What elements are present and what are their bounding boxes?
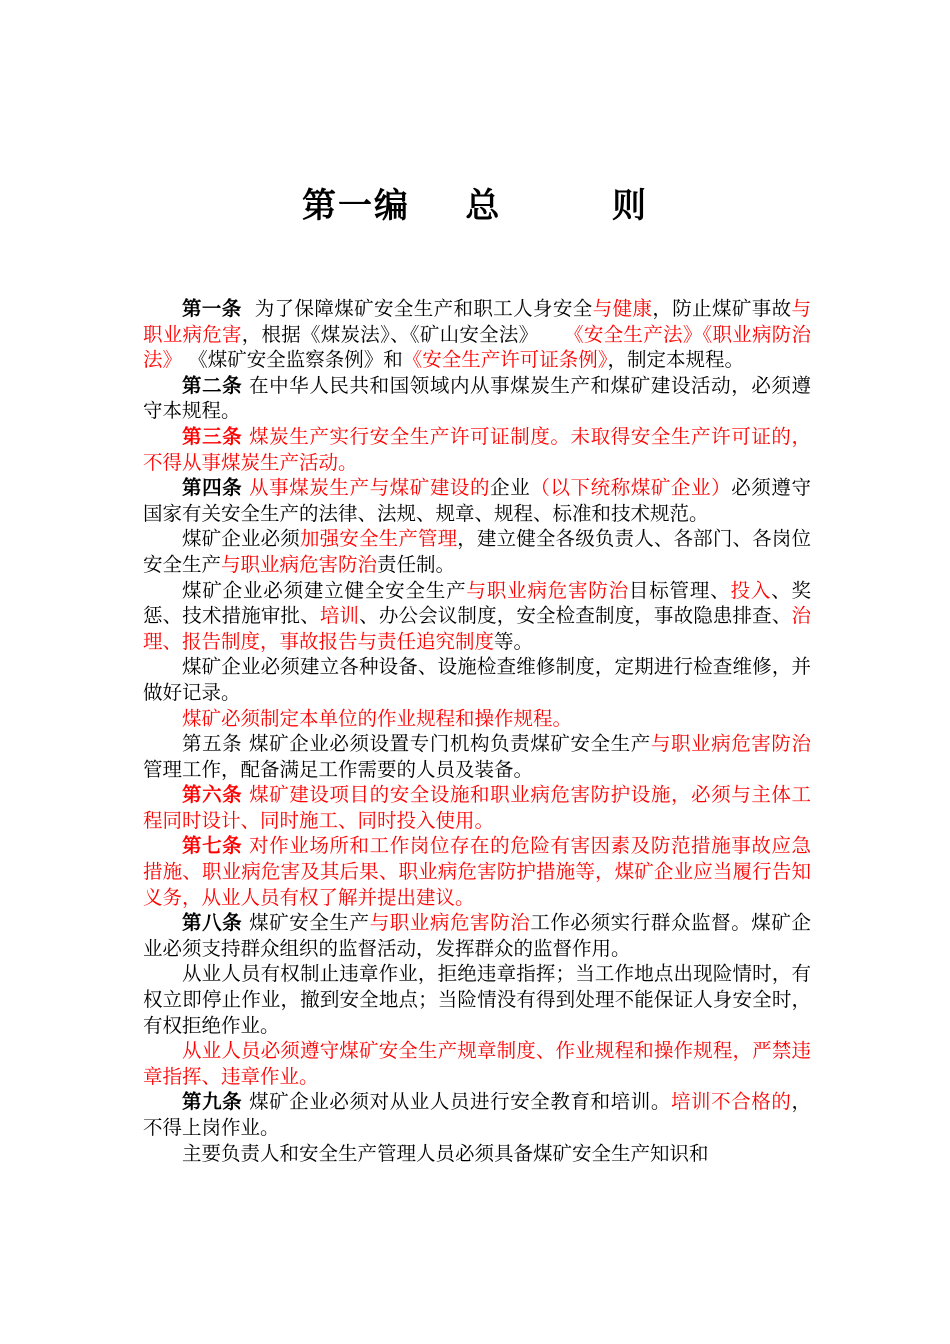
revised-text: 加强安全生产管理 [299, 527, 458, 551]
article-number: 第二条 [182, 373, 243, 397]
paragraph-text: 目标管理、 [628, 578, 731, 602]
paragraph-text: 煤矿企业必须建立各种设备、设施检查维修制度，定期进行检查维修，并做好记录。 [143, 655, 811, 704]
paragraph-text: 必须遵守国家有关安全生产的法律、法规、规章、规程、标准和技术规范。 [143, 476, 811, 525]
revised-text: 从事煤炭生产与煤矿建设的 [242, 476, 491, 500]
paragraph-text: ，防止煤矿事故 [652, 297, 792, 320]
article-paragraph [143, 1141, 811, 1167]
article-paragraph [143, 424, 811, 475]
revised-text: 煤炭生产实行安全生产许可证制度。未取得安全生产许可证的，不得从事煤炭生产活动。 [143, 424, 811, 474]
revised-text: 培训 [319, 604, 360, 628]
revised-text: 培训不合格的 [670, 1090, 792, 1114]
paragraph-text: 煤矿安全生产 [242, 911, 370, 935]
revised-text: 与职业病危害防治 [221, 552, 378, 576]
article-paragraph [143, 373, 811, 424]
article-number: 第六条 [182, 783, 243, 807]
paragraph-text: 从业人员有权制止违章作业，拒绝违章指挥；当工作地点出现险情时，有权立即停止作业，撤到安全地点；当险情没有得到处理不能保证人身安全时，有权拒绝作业。 [143, 962, 811, 1037]
article-paragraph [143, 526, 811, 577]
paragraph-text: 等。 [494, 629, 534, 653]
paragraph-text: 《煤矿安全监察条例》和 [182, 348, 403, 372]
revised-text: （以下统称煤矿企业） [530, 476, 732, 500]
page-title: 第一编 总 则 [301, 186, 649, 226]
article-number: 第九条 [182, 1090, 243, 1114]
paragraph-text: ，建立健全各级负责人、各部门、各岗位安全生产 [143, 527, 811, 576]
revised-text: 煤矿建设项目的安全设施和职业病危害防护设施，必须与主体工程同时设计、同时施工、同时投入使用。 [143, 783, 811, 832]
revised-text: 与健康 [592, 297, 653, 320]
revised-text: 从业人员必须遵守煤矿安全生产规章制度、作业规程和操作规程，严禁违章指挥、违章作业。 [143, 1039, 811, 1088]
article-paragraph [143, 296, 811, 373]
paragraph-text: 责任制。 [377, 552, 456, 576]
paragraph-text: 煤矿企业必须 [182, 527, 300, 551]
article-paragraph [143, 782, 811, 833]
article-paragraph [143, 731, 811, 782]
paragraph-text: 工作必须实行群众监督。煤矿企业必须支持群众组织的监督活动，发挥群众的监督作用。 [143, 911, 811, 960]
paragraph-text: 主要负责人和安全生产管理人员必须具备煤矿安全生产知识和 [182, 1141, 709, 1165]
paragraph-text: 第五条 煤矿企业必须设置专门机构负责煤矿安全生产 [182, 732, 651, 756]
document-body [143, 296, 811, 1166]
article-paragraph [143, 706, 811, 732]
article-paragraph [143, 961, 811, 1038]
revised-text: 《安全生产许可证条例》 [402, 348, 608, 372]
paragraph-text: 、奖惩、技术措施审批、 [143, 578, 811, 628]
paragraph-text: 、办公会议制度，安全检查制度，事故隐患排查、 [359, 604, 792, 628]
revised-text: 与职业病危害 [143, 297, 811, 346]
paragraph-text: 煤矿企业必须建立健全安全生产 [182, 578, 467, 602]
revised-text: 治理、报告制度，事故报告与责任追究制度 [143, 604, 811, 653]
article-paragraph [143, 833, 811, 910]
article-paragraph [143, 910, 811, 961]
paragraph-text: 煤矿企业必须对从业人员进行安全教育和培训。 [242, 1090, 671, 1114]
revised-text: 煤矿必须制定本单位的作业规程和操作规程。 [182, 706, 573, 730]
paragraph-text: ，根据《煤炭法》、《矿山安全法》 [241, 322, 565, 346]
revised-text: 《安全生产法》《职业病防治法》 [143, 322, 811, 372]
article-paragraph [143, 578, 811, 655]
article-number: 第一条 [182, 297, 242, 320]
article-paragraph [143, 475, 811, 526]
revised-text: 对作业场所和工作岗位存在的危险有害因素及防范措施事故应急措施、职业病危害及其后果、职业病危害防护措施等，煤矿企业应当履行告知义务，从业人员有权了解并提出建议。 [143, 834, 811, 909]
paragraph-text: 管理工作，配备满足工作需要的人员及装备。 [143, 757, 534, 781]
article-number: 第三条 [182, 424, 243, 448]
article-number: 第七条 [182, 834, 243, 858]
article-number: 第四条 [182, 476, 243, 500]
paragraph-text: 在中华人民共和国领域内从事煤炭生产和煤矿建设活动，必须遵守本规程。 [143, 373, 811, 423]
revised-text: 投入 [730, 578, 772, 602]
article-paragraph [143, 654, 811, 705]
article-paragraph [143, 1038, 811, 1089]
paragraph-text: 企业 [490, 476, 531, 500]
article-paragraph [143, 1089, 811, 1140]
paragraph-text: ，制定本规程。 [607, 348, 744, 372]
revised-text: 与职业病危害防治 [650, 732, 811, 756]
paragraph-text: ，不得上岗作业。 [143, 1090, 811, 1139]
revised-text: 与职业病危害防治 [369, 911, 531, 935]
revised-text: 与职业病危害防治 [466, 578, 629, 602]
paragraph-text: 为了保障煤矿安全生产和职工人身安全 [241, 297, 593, 320]
article-number: 第八条 [182, 911, 243, 935]
